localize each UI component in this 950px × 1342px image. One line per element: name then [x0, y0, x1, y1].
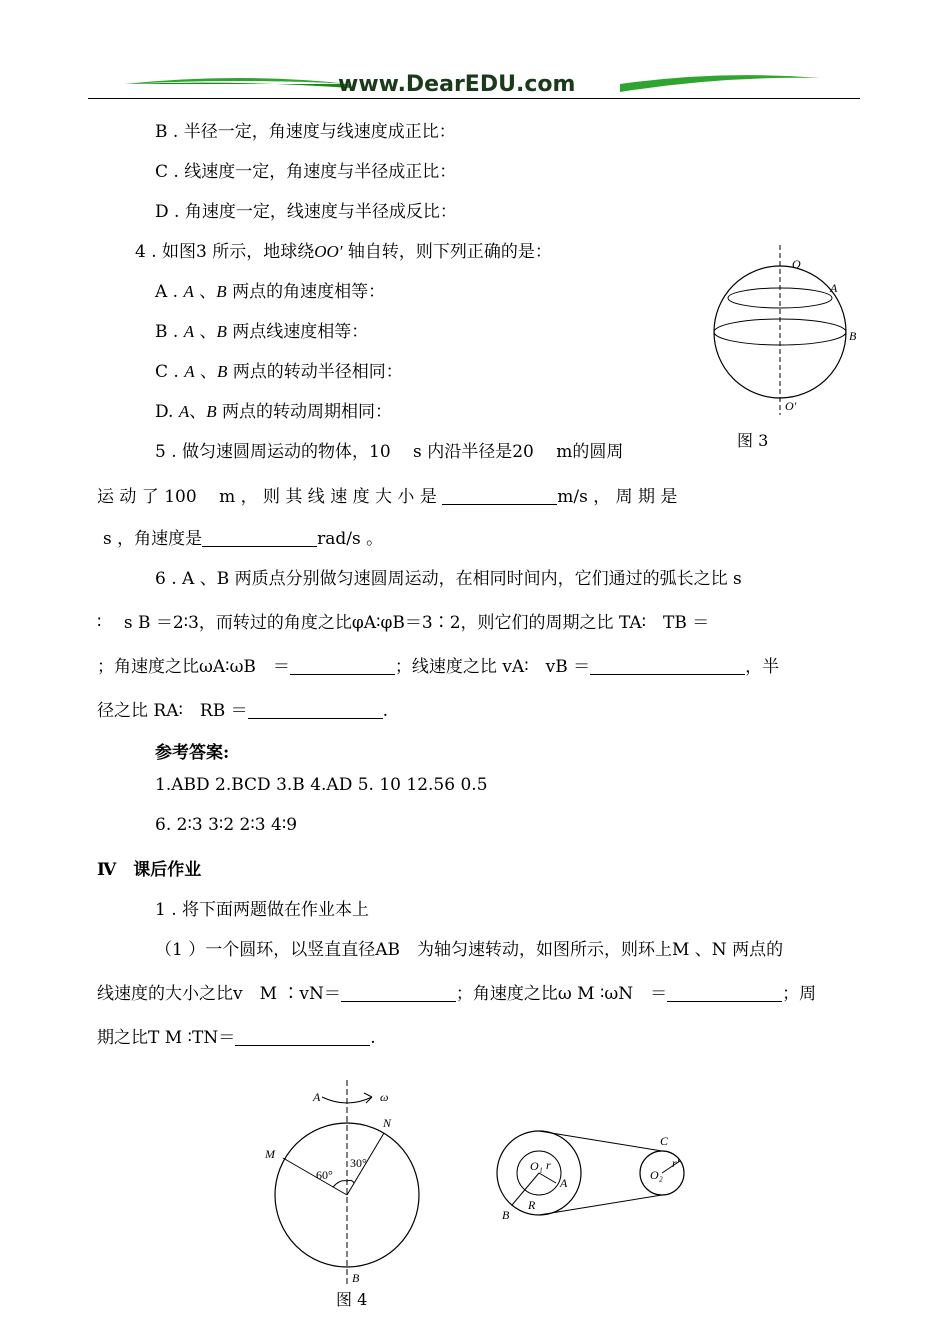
q4-option-d: D. A、B 两点的转动周期相同：: [155, 402, 393, 422]
q4-stem-pre: 4 . 如图3 所示，地球绕: [135, 242, 315, 262]
problem-1-line2-end: ；周: [782, 984, 817, 1004]
answers-line2: 6. 2∶3 3∶2 2∶3 4∶9: [155, 815, 298, 835]
section-4-title: Ⅳ 课后作业: [97, 860, 202, 880]
q5-blank-speed[interactable]: [442, 487, 557, 505]
q5-line2-text: 运 动 了 100 m ， 则 其 线 速 度 大 小 是: [97, 487, 443, 507]
fig3-label-b: B: [849, 329, 857, 343]
fig4-label-m: M: [265, 1147, 275, 1161]
q4-option-b-text: 两点线速度相等：: [226, 322, 369, 342]
q6-line4: [97, 696, 388, 721]
point-a: A: [178, 402, 190, 421]
q4-stem-post: 轴自转，则下列正确的是：: [342, 242, 552, 262]
figure-5-pulley-diagram: [490, 1125, 700, 1225]
point-a: A: [184, 362, 195, 381]
fig5-label-o1: O₁: [530, 1159, 543, 1173]
point-a: A: [183, 322, 195, 341]
site-logo[interactable]: www.DearEDU.com: [338, 72, 576, 97]
q5-line3-text: s ，角速度是: [103, 529, 203, 549]
fig4-label-b: B: [352, 1271, 360, 1285]
fig3-caption: 图 3: [737, 431, 769, 450]
q5-unit-ms: m/s: [557, 487, 588, 507]
q4-option-a-label: A .: [155, 282, 184, 302]
fig4-label-omega: ω: [380, 1090, 389, 1104]
point-b: B: [217, 362, 228, 381]
figure-3-earth-diagram: [700, 240, 880, 440]
problem-1-line2-mid: ；角速度之比ω M ∶ωN ＝: [455, 984, 668, 1004]
q6-blank-radius-ratio[interactable]: [248, 701, 383, 719]
fig4-label-a: A: [313, 1090, 321, 1104]
problem-1-line3-text: 期之比T M ∶TN＝: [97, 1028, 236, 1048]
problem-1-line2-text: 线速度的大小之比v M ∶vN＝: [97, 984, 341, 1004]
point-b: B: [216, 282, 227, 301]
figure-4-ring-diagram: [260, 1075, 440, 1295]
fig3-label-a: A: [830, 281, 838, 295]
point-b: B: [216, 322, 227, 341]
problem-1-line3: [97, 1023, 376, 1048]
fig3-label-o-prime: O′: [785, 399, 797, 413]
q6-line3: [97, 652, 779, 677]
q4-option-d-label: D.: [155, 402, 179, 422]
q5-line3: [103, 524, 383, 549]
problem-1-line3-end: .: [370, 1028, 376, 1048]
q3-option-c: C . 线速度一定，角速度与半径成正比：: [155, 162, 457, 182]
fig3-label-o: O: [792, 257, 801, 271]
fig5-label-c: C: [660, 1134, 669, 1148]
q6-line4-text: 径之比 RA∶ RB ＝: [97, 701, 248, 721]
q4-option-b-label: B .: [155, 322, 184, 342]
q6-line3-text: ；角速度之比ωA∶ωB ＝: [97, 657, 290, 677]
fig5-label-r: r: [546, 1158, 551, 1172]
q6-line2: ∶ s B ＝2∶3，而转过的角度之比φA∶φB＝3∶2，则它们的周期之比 TA∶ TB ＝: [97, 613, 710, 633]
q4-option-c-label: C .: [155, 362, 185, 382]
q4-option-b: B . A 、B 两点线速度相等：: [155, 322, 369, 342]
fig4-label-30: 30°: [350, 1156, 367, 1170]
q6-blank-angular-ratio[interactable]: [290, 657, 395, 675]
fig4-label-60: 60°: [316, 1168, 333, 1182]
q3-option-d: D . 角速度一定，线速度与半径成反比：: [155, 202, 457, 222]
q6-line1: 6 . A 、B 两质点分别做匀速圆周运动，在相同时间内，它们通过的弧长之比 s: [155, 569, 742, 589]
homework-item-1: 1 . 将下面两题做在作业本上: [155, 900, 370, 920]
problem-1-blank-angular-ratio[interactable]: [667, 984, 782, 1002]
q4-option-d-text: 两点的转动周期相同：: [216, 402, 393, 422]
q6-line4-end: .: [382, 701, 389, 721]
problem-1-blank-period-ratio[interactable]: [235, 1028, 370, 1046]
answers-line1: 1.ABD 2.BCD 3.B 4.AD 5. 10 12.56 0.5: [155, 775, 488, 795]
problem-1-line1: （1 ）一个圆环，以竖直直径AB 为轴匀速转动，如图所示，则环上M 、N 两点的: [155, 940, 784, 960]
problem-1-blank-speed-ratio[interactable]: [341, 984, 456, 1002]
fig5-label-r-prime: r′: [672, 1156, 680, 1170]
q6-blank-speed-ratio[interactable]: [590, 657, 745, 675]
fig5-label-big-r: R: [528, 1198, 536, 1212]
problem-1-line2: [97, 979, 816, 1004]
fig5-label-o2: O₂: [650, 1168, 663, 1182]
fig5-label-a: A: [560, 1176, 568, 1190]
q5-line2: [97, 482, 677, 507]
q4-option-a-text: 两点的角速度相等：: [226, 282, 386, 302]
fig4-label-n: N: [383, 1116, 392, 1130]
q4-option-c: C . A 、B 两点的转动半径相同：: [155, 362, 403, 382]
q5-unit-rads: rad/s 。: [317, 529, 384, 549]
q6-line3-end: ，半: [745, 657, 780, 677]
q5-line2-end: ， 周 期 是: [587, 487, 678, 507]
point-b: B: [206, 402, 217, 421]
q4-option-c-text: 两点的转动半径相同：: [227, 362, 403, 382]
point-a: A: [183, 282, 194, 301]
fig4-caption: 图 4: [336, 1290, 368, 1309]
q3-option-b: B . 半径一定，角速度与线速度成正比：: [155, 122, 456, 142]
fig5-label-b: B: [502, 1208, 510, 1222]
answers-title: 参考答案:: [155, 743, 230, 763]
q6-line3-mid: ；线速度之比 vA∶ vB ＝: [394, 657, 591, 677]
q4-option-a: A . A 、B 两点的角速度相等：: [155, 282, 386, 302]
q4-stem: [135, 237, 552, 262]
q5-line1: 5 . 做匀速圆周运动的物体，10 s 内沿半径是20 m的圆周: [155, 442, 624, 462]
q4-axis: OO′: [314, 242, 343, 261]
q5-blank-angular-speed[interactable]: [202, 529, 317, 547]
